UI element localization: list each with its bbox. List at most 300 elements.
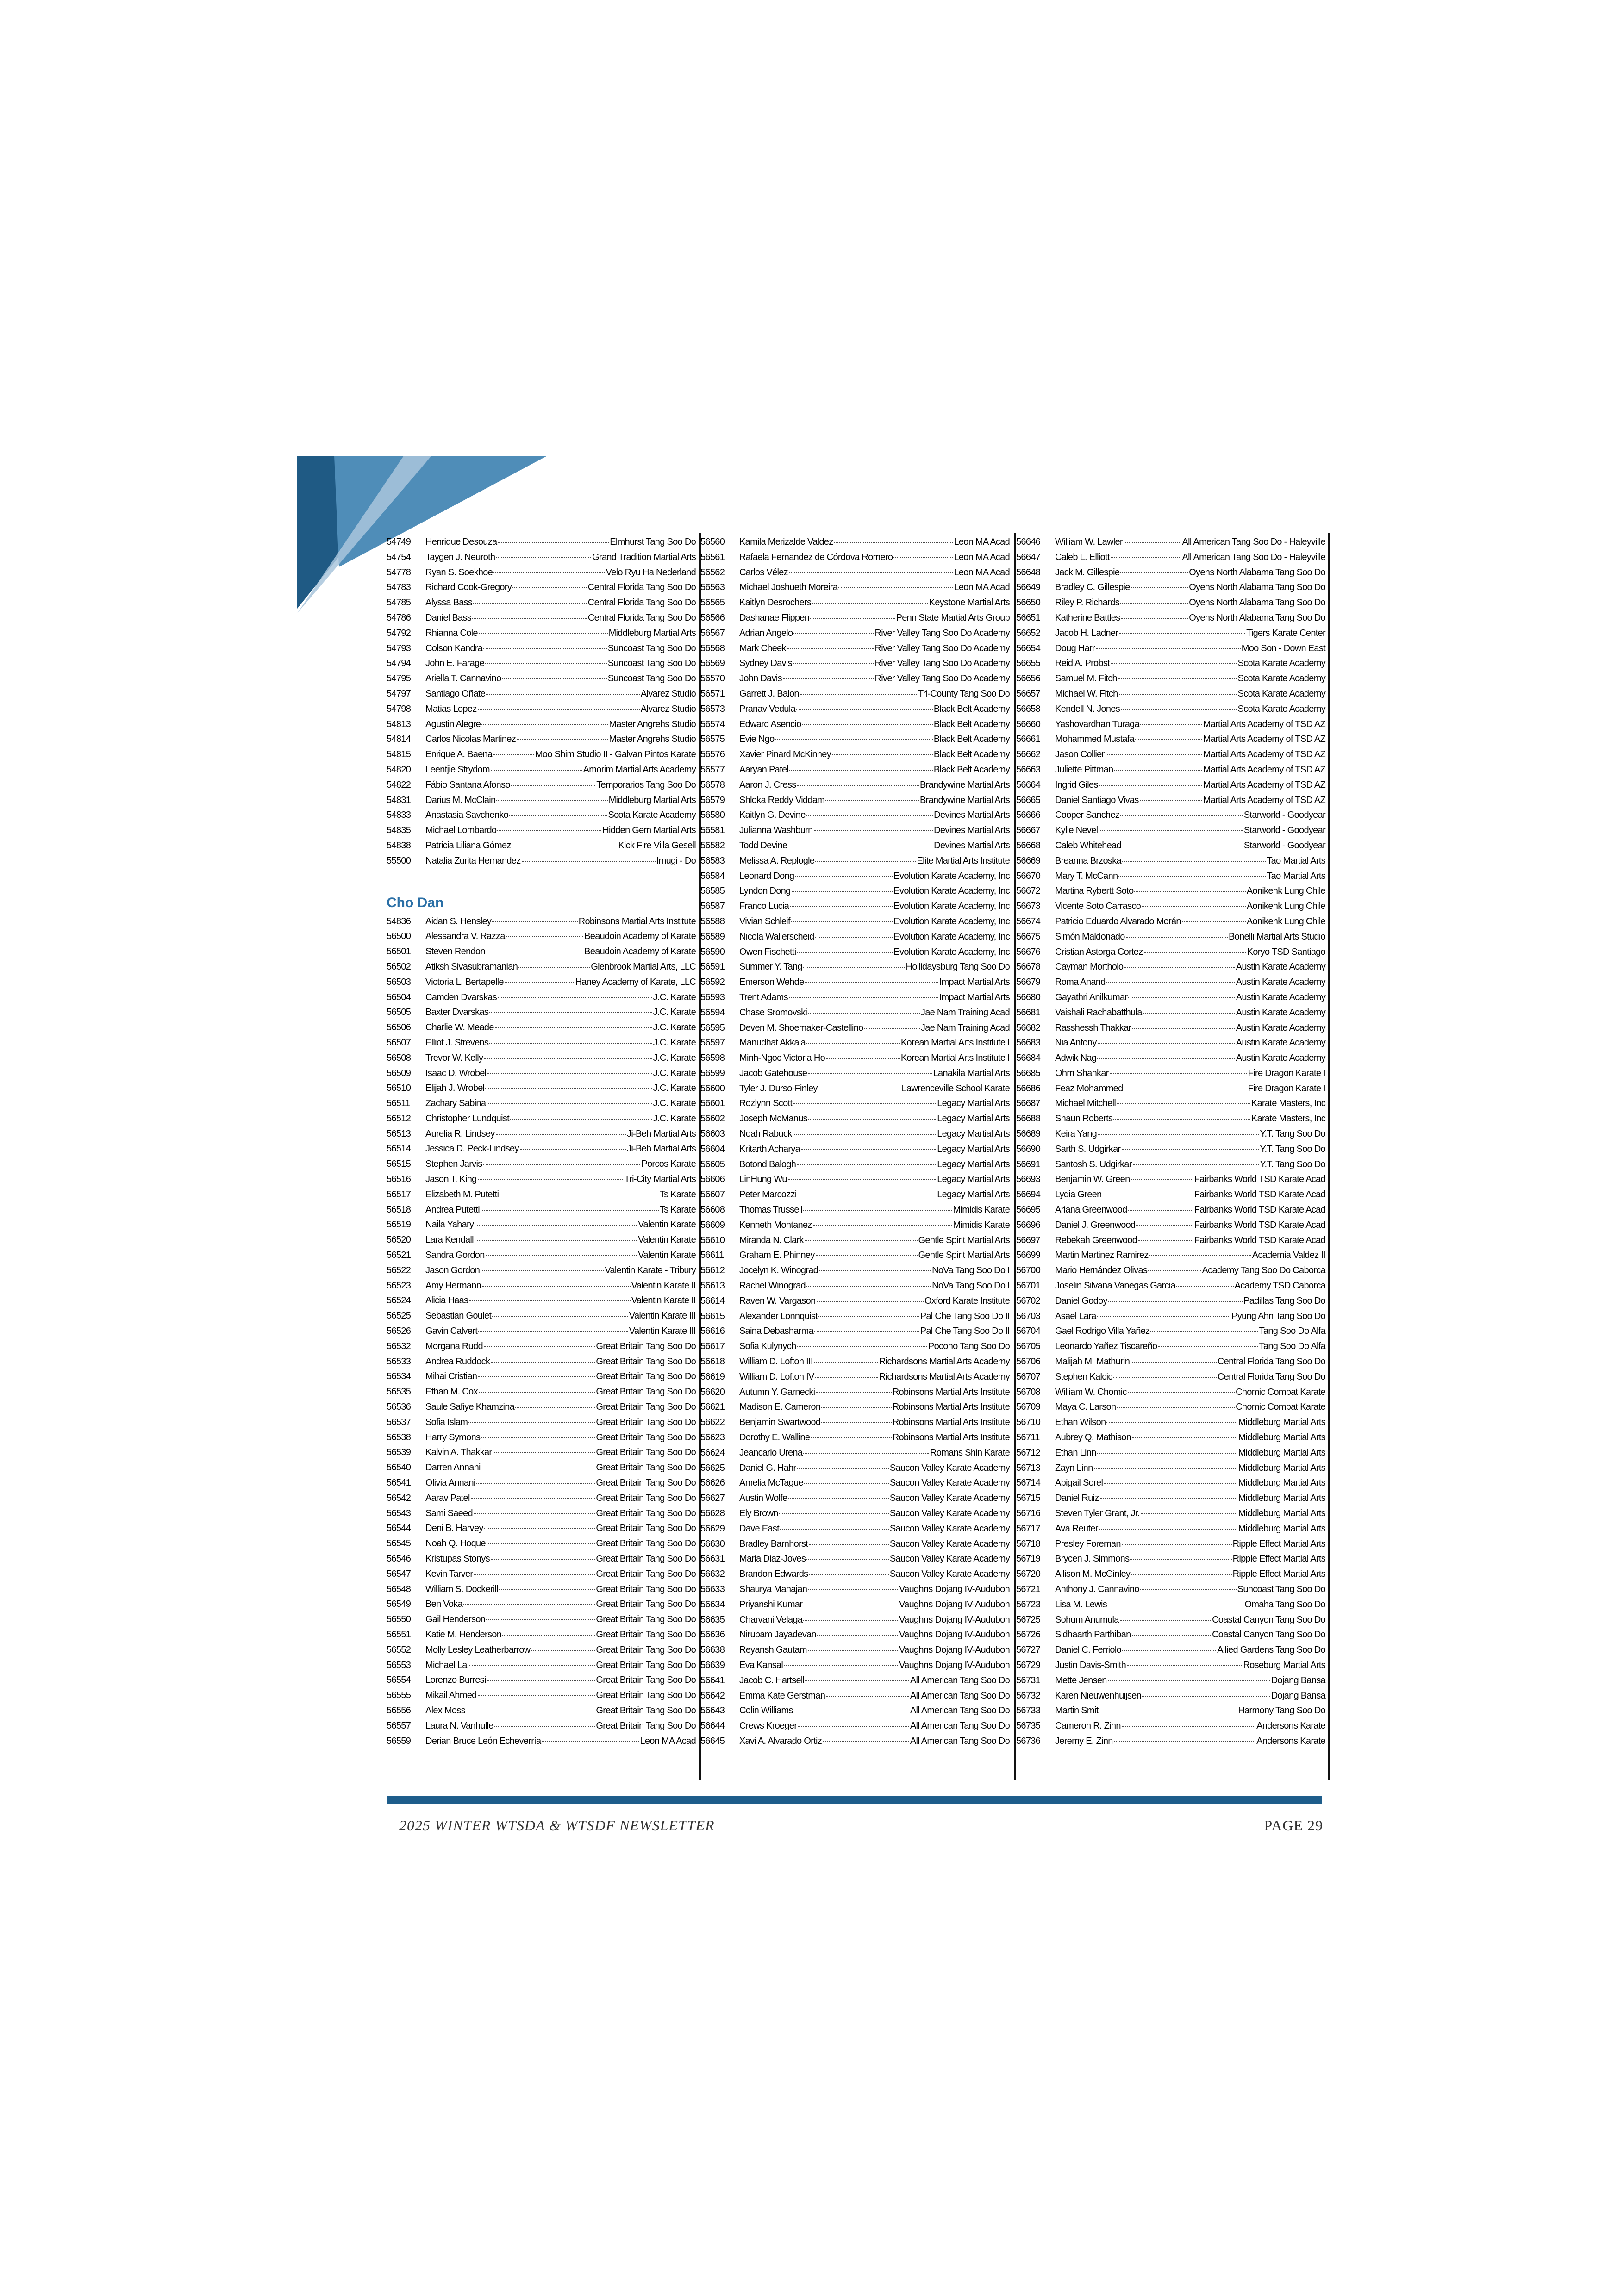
- member-name: Alexander Lonnquist: [739, 1311, 818, 1321]
- member-number: 56613: [700, 1281, 725, 1291]
- school-name: Austin Karate Academy: [1236, 1007, 1325, 1018]
- column-divider: [1328, 533, 1330, 1780]
- roster-row: [1016, 686, 1325, 702]
- dot-leader: [481, 1269, 604, 1271]
- school-name: Pal Che Tang Soo Do II: [920, 1326, 1010, 1337]
- member-name: Matias Lopez: [425, 703, 477, 714]
- member-number: 56646: [1016, 537, 1041, 547]
- member-name: Steven Tyler Grant, Jr.: [1055, 1508, 1140, 1518]
- member-name: Stephen Kalcic: [1055, 1371, 1112, 1382]
- dot-leader: [1132, 1027, 1235, 1029]
- roster-row: [1016, 1643, 1325, 1658]
- roster-row: [1016, 610, 1325, 626]
- school-name: Saucon Valley Karate Academy: [889, 1478, 1010, 1488]
- dot-leader: [1131, 1361, 1217, 1363]
- school-name: Starworld - Goodyear: [1243, 840, 1325, 851]
- member-name: Mette Jensen: [1055, 1675, 1107, 1686]
- member-name: Zachary Sabina: [425, 1098, 486, 1109]
- school-name: Suncoast Tang Soo Do: [607, 643, 696, 653]
- member-name: Ethan Wilson: [1055, 1417, 1106, 1428]
- school-name: Scota Karate Academy: [1237, 688, 1325, 699]
- member-number: 56581: [700, 825, 725, 836]
- dot-leader: [1148, 1269, 1201, 1271]
- member-name: Amy Hermann: [425, 1280, 481, 1291]
- roster-row: [700, 1172, 1010, 1187]
- roster-row: [700, 1096, 1010, 1111]
- member-number: 56509: [387, 1068, 411, 1078]
- school-name: Tang Soo Do Alfa: [1259, 1326, 1325, 1337]
- roster-row: [700, 990, 1010, 1005]
- school-name: River Valley Tang Soo Do Academy: [874, 673, 1010, 684]
- roster-row: [387, 1475, 696, 1491]
- dot-leader: [797, 784, 919, 786]
- member-name: Daniel Godoy: [1055, 1295, 1107, 1306]
- footer-bar: [387, 1796, 1322, 1804]
- member-name: Lydia Green: [1055, 1189, 1102, 1200]
- roster-row: [1016, 1066, 1325, 1081]
- member-name: Jeancarlo Urena: [739, 1447, 803, 1458]
- member-name: Miranda N. Clark: [739, 1235, 804, 1245]
- school-name: Great Britain Tang Soo Do: [596, 1690, 696, 1701]
- roster-row: [387, 944, 696, 959]
- school-name: Black Belt Academy: [933, 734, 1010, 745]
- member-number: 56681: [1016, 1007, 1041, 1018]
- member-number: 56595: [700, 1022, 725, 1033]
- roster-row: [700, 1142, 1010, 1157]
- roster-row: [700, 656, 1010, 671]
- roster-row: [700, 1658, 1010, 1673]
- member-number: 56566: [700, 612, 725, 623]
- dot-leader: [834, 541, 953, 543]
- roster-row: [700, 823, 1010, 838]
- school-name: Scota Karate Academy: [608, 810, 696, 821]
- member-name: Carlos Nicolas Martinez: [425, 734, 516, 745]
- member-number: 56601: [700, 1098, 725, 1109]
- member-name: William D. Lofton III: [739, 1356, 813, 1367]
- member-name: Brandon Edwards: [739, 1569, 808, 1580]
- dot-leader: [510, 1118, 652, 1120]
- roster-row: [700, 838, 1010, 853]
- member-name: Lara Kendall: [425, 1235, 474, 1245]
- roster-row: [387, 671, 696, 686]
- school-name: J.C. Karate: [653, 1098, 696, 1109]
- roster-row: [1016, 1035, 1325, 1051]
- member-name: Andrea Putetti: [425, 1204, 480, 1215]
- roster-row: [1016, 1597, 1325, 1612]
- dot-leader: [1096, 647, 1241, 649]
- school-name: Oxford Karate Institute: [924, 1295, 1010, 1306]
- member-number: 56676: [1016, 946, 1041, 957]
- member-name: Manudhat Akkala: [739, 1038, 806, 1048]
- dot-leader: [478, 1694, 595, 1696]
- member-number: 56709: [1016, 1402, 1041, 1412]
- member-number: 56540: [387, 1462, 411, 1473]
- dot-leader: [1108, 1300, 1243, 1302]
- dot-leader: [808, 1072, 932, 1074]
- school-name: J.C. Karate: [653, 1083, 696, 1094]
- member-number: 56606: [700, 1174, 725, 1185]
- roster-row: [700, 1582, 1010, 1597]
- member-name: Richard Cook-Gregory: [425, 582, 512, 593]
- member-name: Mikail Ahmed: [425, 1690, 477, 1701]
- dot-leader: [1133, 1164, 1259, 1165]
- dot-leader: [486, 1254, 637, 1256]
- dot-leader: [1132, 1634, 1212, 1636]
- member-number: 56624: [700, 1447, 725, 1458]
- member-name: Cayman Mortholo: [1055, 962, 1124, 972]
- dot-leader: [803, 1619, 898, 1621]
- member-name: Kristupas Stonys: [425, 1554, 490, 1564]
- member-name: Alessandra V. Razza: [425, 931, 505, 942]
- member-name: Olivia Annani: [425, 1478, 475, 1488]
- dot-leader: [500, 1194, 659, 1195]
- school-name: Korean Martial Arts Institute I: [900, 1038, 1010, 1048]
- member-name: John Davis: [739, 673, 782, 684]
- member-name: Evie Ngo: [739, 734, 775, 745]
- member-number: 56729: [1016, 1660, 1041, 1670]
- member-name: Aarav Patel: [425, 1493, 470, 1503]
- dot-leader: [811, 1437, 891, 1438]
- dot-leader: [797, 1164, 936, 1165]
- school-name: Leon MA Acad: [640, 1736, 696, 1746]
- roster-row: [700, 1597, 1010, 1612]
- member-number: 56684: [1016, 1053, 1041, 1064]
- school-name: Chomic Combat Karate: [1236, 1402, 1325, 1412]
- member-number: 54838: [387, 840, 411, 851]
- roster-row: [387, 1643, 696, 1658]
- roster-row: [1016, 671, 1325, 686]
- school-name: Y.T. Tang Soo Do: [1260, 1144, 1325, 1154]
- school-name: Great Britain Tang Soo Do: [596, 1675, 696, 1686]
- member-name: Jessica D. Peck-Lindsey: [425, 1144, 519, 1154]
- roster-row: [700, 853, 1010, 869]
- roster-row: [387, 975, 696, 990]
- dot-leader: [1122, 1148, 1259, 1150]
- member-number: 56702: [1016, 1295, 1041, 1306]
- school-name: Middleburg Martial Arts: [608, 795, 696, 805]
- school-name: Master Angrehs Studio: [609, 719, 696, 729]
- school-name: Saucon Valley Karate Academy: [889, 1462, 1010, 1473]
- member-number: 56701: [1016, 1281, 1041, 1291]
- roster-row: [1016, 641, 1325, 656]
- member-name: Michael Lombardo: [425, 825, 497, 836]
- roster-row: [387, 762, 696, 778]
- dot-leader: [806, 1558, 889, 1560]
- school-name: Saucon Valley Karate Academy: [889, 1554, 1010, 1564]
- school-name: Brandywine Martial Arts: [920, 795, 1010, 805]
- member-name: Kaitlyn G. Devine: [739, 810, 806, 821]
- member-name: Aubrey Q. Mathison: [1055, 1432, 1131, 1443]
- dot-leader: [1143, 1012, 1235, 1014]
- school-name: Martial Arts Academy of TSD AZ: [1203, 764, 1325, 775]
- roster-row: [387, 702, 696, 717]
- member-name: Kenneth Montanez: [739, 1220, 812, 1230]
- member-number: 54786: [387, 612, 411, 623]
- member-name: Elizabeth M. Putetti: [425, 1189, 499, 1200]
- dot-leader: [1111, 662, 1237, 664]
- dot-leader: [1124, 541, 1181, 543]
- dot-leader: [1108, 1680, 1270, 1681]
- school-name: Chomic Combat Karate: [1236, 1387, 1325, 1397]
- member-name: Gayathri Anilkumar: [1055, 992, 1128, 1002]
- roster-row: [700, 1430, 1010, 1445]
- school-name: Great Britain Tang Soo Do: [596, 1523, 696, 1534]
- school-name: Great Britain Tang Soo Do: [596, 1554, 696, 1564]
- member-number: 56543: [387, 1508, 411, 1518]
- roster-row: [387, 1506, 696, 1521]
- member-number: 56649: [1016, 582, 1041, 593]
- roster-row: [700, 1005, 1010, 1020]
- member-name: Atiksh Sivasubramanian: [425, 961, 518, 972]
- member-number: 56599: [700, 1068, 725, 1078]
- roster-row: [1016, 535, 1325, 550]
- dot-leader: [1114, 1740, 1255, 1742]
- dot-leader: [803, 1452, 929, 1454]
- roster-row: [387, 808, 696, 823]
- member-name: Stephen Jarvis: [425, 1159, 482, 1170]
- roster-row: [387, 1020, 696, 1035]
- roster-row: [387, 1536, 696, 1551]
- member-number: 56622: [700, 1417, 725, 1428]
- roster-row: [700, 884, 1010, 899]
- roster-row: [1016, 1126, 1325, 1142]
- member-name: Madison E. Cameron: [739, 1402, 821, 1412]
- school-name: Suncoast Tang Soo Do: [607, 673, 696, 684]
- school-name: Vaughns Dojang IV-Audubon: [899, 1614, 1010, 1625]
- member-name: Daniel G. Hahr: [739, 1462, 796, 1473]
- dot-leader: [1142, 905, 1246, 907]
- member-number: 56700: [1016, 1265, 1041, 1276]
- dot-leader: [793, 1102, 936, 1104]
- roster-row: [387, 1324, 696, 1339]
- member-name: Michael Mitchell: [1055, 1098, 1116, 1109]
- member-number: 56647: [1016, 552, 1041, 562]
- dot-leader: [815, 1376, 878, 1378]
- roster-row: [700, 595, 1010, 610]
- roster-row: [1016, 1324, 1325, 1339]
- dot-leader: [1111, 556, 1181, 558]
- member-number: 56538: [387, 1432, 411, 1443]
- dot-leader: [476, 1482, 595, 1484]
- roster-row: [387, 1096, 696, 1111]
- member-number: 56521: [387, 1250, 411, 1261]
- member-number: 56651: [1016, 612, 1041, 623]
- dot-leader: [1131, 586, 1188, 588]
- dot-leader: [1097, 1315, 1230, 1317]
- dot-leader: [479, 1391, 595, 1393]
- school-name: Padillas Tang Soo Do: [1243, 1295, 1325, 1306]
- school-name: Ripple Effect Martial Arts: [1232, 1554, 1325, 1564]
- member-name: Dashanae Flippen: [739, 612, 810, 623]
- school-name: Fairbanks World TSD Karate Acad: [1194, 1235, 1325, 1245]
- roster-row: [700, 1126, 1010, 1142]
- roster-row: [1016, 899, 1325, 914]
- roster-row: [700, 1385, 1010, 1400]
- dot-leader: [481, 1209, 659, 1211]
- roster-row: [1016, 1233, 1325, 1248]
- member-name: Tyler J. Durso-Finley: [739, 1083, 818, 1094]
- school-name: Impact Martial Arts: [939, 992, 1010, 1002]
- school-name: J.C. Karate: [653, 1022, 696, 1033]
- school-name: Jae Nam Training Acad: [920, 1007, 1010, 1018]
- member-name: Derian Bruce León Echeverría: [425, 1736, 541, 1746]
- member-number: 56502: [387, 961, 411, 972]
- member-name: Eva Kansal: [739, 1660, 783, 1670]
- member-number: 56620: [700, 1387, 725, 1397]
- member-name: Naila Yahary: [425, 1220, 474, 1230]
- roster-row: [387, 1248, 696, 1263]
- member-number: 56629: [700, 1523, 725, 1534]
- school-name: Academia Valdez II: [1252, 1250, 1325, 1261]
- roster-row: [700, 747, 1010, 762]
- roster-row: [700, 732, 1010, 747]
- school-name: Temporarios Tang Soo Do: [596, 779, 696, 790]
- dot-leader: [789, 572, 953, 573]
- school-name: NoVa Tang Soo Do I: [932, 1281, 1010, 1291]
- dot-leader: [826, 1695, 909, 1697]
- member-name: Natalia Zurita Hernandez: [425, 855, 521, 866]
- dot-leader: [487, 1543, 595, 1544]
- member-name: Kalvin A. Thakkar: [425, 1447, 492, 1458]
- roster-row: [387, 929, 696, 944]
- dot-leader: [791, 921, 893, 922]
- school-name: Velo Ryu Ha Nederland: [606, 567, 696, 578]
- school-name: Coastal Canyon Tang Soo Do: [1212, 1630, 1325, 1640]
- member-number: 54795: [387, 673, 411, 684]
- member-name: Feaz Mohammed: [1055, 1083, 1123, 1094]
- member-number: 56535: [387, 1387, 411, 1397]
- member-name: Sofia Kulynych: [739, 1341, 796, 1352]
- roster-row: [700, 1506, 1010, 1521]
- roster-row: [1016, 656, 1325, 671]
- roster-row: [1016, 1385, 1325, 1400]
- member-name: Zayn Linn: [1055, 1462, 1093, 1473]
- dot-leader: [1124, 966, 1235, 968]
- member-number: 56711: [1016, 1432, 1040, 1443]
- school-name: Leon MA Acad: [954, 567, 1010, 578]
- member-name: Cooper Sanchez: [1055, 810, 1120, 821]
- member-name: Trent Adams: [739, 992, 788, 1002]
- member-number: 56643: [700, 1705, 725, 1716]
- school-name: Ripple Effect Martial Arts: [1232, 1569, 1325, 1580]
- roster-row: [1016, 869, 1325, 884]
- dot-leader: [1120, 1619, 1211, 1621]
- member-name: Summer Y. Tang: [739, 962, 802, 972]
- school-name: Alvarez Studio: [640, 688, 696, 699]
- member-name: Priyanshi Kumar: [739, 1599, 803, 1610]
- member-number: 56672: [1016, 886, 1041, 896]
- member-name: Xavier Pinard McKinney: [739, 749, 831, 760]
- member-name: Alex Moss: [425, 1705, 465, 1716]
- member-name: Bradley C. Gillespie: [1055, 582, 1130, 593]
- dot-leader: [1122, 1649, 1216, 1651]
- dot-leader: [479, 632, 608, 634]
- roster-row: [387, 914, 696, 929]
- dot-leader: [1099, 784, 1202, 786]
- school-name: Dojang Bansa: [1271, 1690, 1325, 1701]
- school-name: Legacy Martial Arts: [937, 1144, 1010, 1154]
- dot-leader: [817, 1634, 898, 1636]
- member-number: 56514: [387, 1144, 411, 1154]
- roster-row: [700, 1734, 1010, 1749]
- member-number: 56617: [700, 1341, 725, 1352]
- member-name: Molly Lesley Leatherbarrow: [425, 1644, 531, 1655]
- member-name: Bradley Barnhorst: [739, 1538, 808, 1549]
- member-number: 56504: [387, 992, 411, 1002]
- member-number: 56650: [1016, 597, 1041, 608]
- roster-row: [700, 1567, 1010, 1582]
- roster-row: [387, 1400, 696, 1415]
- member-number: 56716: [1016, 1508, 1041, 1518]
- school-name: Fairbanks World TSD Karate Acad: [1194, 1189, 1325, 1200]
- member-number: 56623: [700, 1432, 725, 1443]
- dot-leader: [485, 1087, 652, 1089]
- roster-row: [700, 1263, 1010, 1278]
- member-number: 56736: [1016, 1736, 1041, 1746]
- dot-leader: [797, 1345, 927, 1347]
- member-number: 54793: [387, 643, 411, 653]
- dot-leader: [496, 799, 607, 801]
- member-name: Jason Collier: [1055, 749, 1105, 760]
- member-name: Autumn Y. Garnecki: [739, 1387, 815, 1397]
- school-name: Devines Martial Arts: [934, 825, 1010, 836]
- roster-row: [700, 1491, 1010, 1506]
- column-3: [1016, 535, 1325, 1749]
- dot-leader: [1114, 769, 1202, 771]
- school-name: Great Britain Tang Soo Do: [596, 1599, 696, 1610]
- member-name: Rachel Winograd: [739, 1281, 806, 1291]
- member-number: 56648: [1016, 567, 1041, 578]
- dot-leader: [1118, 875, 1266, 877]
- member-number: 56523: [387, 1280, 411, 1291]
- roster-row: [387, 1066, 696, 1081]
- member-number: 56615: [700, 1311, 725, 1321]
- roster-row: [700, 1521, 1010, 1537]
- member-number: 56598: [700, 1053, 725, 1064]
- roster-row: [700, 1445, 1010, 1461]
- member-name: Kritarth Acharya: [739, 1144, 800, 1154]
- dot-leader: [814, 829, 933, 831]
- dot-leader: [1120, 814, 1243, 816]
- school-name: Leon MA Acad: [954, 537, 1010, 547]
- dot-leader: [797, 1467, 888, 1469]
- school-name: Richardsons Martial Arts Academy: [879, 1371, 1010, 1382]
- roster-row: [387, 778, 696, 793]
- member-name: Andrea Ruddock: [425, 1356, 490, 1367]
- roster-row: [1016, 580, 1325, 595]
- member-name: Deven M. Shoemaker-Castellino: [739, 1022, 863, 1033]
- school-name: Evolution Karate Academy, Inc: [893, 931, 1010, 942]
- dot-leader: [779, 1512, 889, 1514]
- dot-leader: [492, 921, 578, 922]
- member-name: Cameron R. Zinn: [1055, 1721, 1121, 1731]
- member-name: Ryan S. Soekhoe: [425, 567, 493, 578]
- dot-leader: [1122, 1543, 1232, 1545]
- dot-leader: [1130, 1558, 1231, 1560]
- member-number: 56589: [700, 931, 725, 942]
- member-number: 56559: [387, 1736, 411, 1746]
- school-name: Austin Karate Academy: [1236, 962, 1325, 972]
- dot-leader: [806, 1042, 900, 1044]
- dot-leader: [795, 875, 893, 877]
- dot-leader: [825, 799, 919, 801]
- member-number: 56585: [700, 886, 725, 896]
- member-name: Aaron J. Cress: [739, 779, 796, 790]
- member-name: Anastasia Savchenko: [425, 810, 509, 821]
- dot-leader: [775, 738, 933, 740]
- school-name: Karate Masters, Inc: [1251, 1114, 1325, 1124]
- dot-leader: [472, 617, 587, 619]
